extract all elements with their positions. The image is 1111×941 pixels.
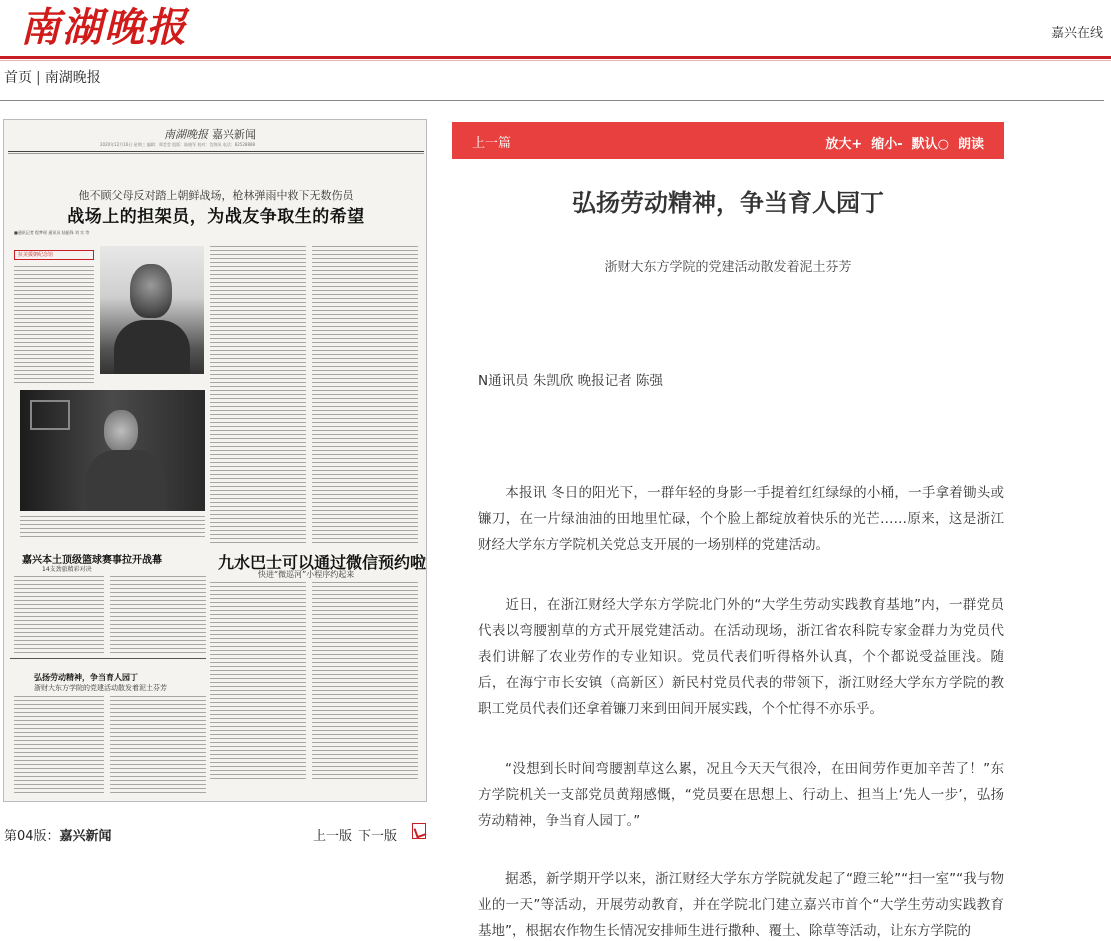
article-paragraph-text: 本报讯 冬日的阳光下，一群年轻的身影一手提着红红绿绿的小桶，一手拿着锄头或镰刀，在一片绿油油的田地里忙碌，个个脸上都绽放着快乐的光芒……原来，这是浙江财经大学东方学院机关党总支开展的一场别样的党建活动。 — [478, 485, 1004, 553]
article-byline: N通讯员 朱凯欣 晚报记者 陈强 — [478, 373, 663, 389]
prev-article-link[interactable]: 上一篇 — [472, 136, 512, 151]
next-page-link[interactable]: 下一版 — [358, 829, 398, 844]
site-logo[interactable] — [20, 2, 200, 54]
logo-text: 南湖晚报 — [20, 4, 188, 51]
paper-veteran-photo — [20, 390, 205, 511]
breadcrumb-home-link[interactable]: 首页 — [4, 70, 32, 86]
photo-wall-frame — [30, 400, 70, 430]
breadcrumb — [4, 67, 101, 87]
article-paragraph — [478, 480, 1004, 558]
paper-divider — [10, 658, 206, 659]
breadcrumb-current-link[interactable]: 南湖晚报 — [44, 70, 101, 86]
paper-text-column — [312, 582, 418, 782]
paper-text-column — [312, 246, 418, 546]
zoom-in-button[interactable]: 放大+ — [825, 137, 863, 152]
paper-lead-title[interactable]: 战场上的担架员，为战友争取生的希望 — [67, 207, 365, 227]
paper-text-column — [110, 576, 206, 654]
paper-text-column — [210, 246, 306, 546]
veteran-face — [104, 410, 138, 452]
article-title: 弘扬劳动精神，争当育人园丁 — [572, 189, 884, 217]
paper-text-column — [110, 696, 206, 796]
article-paragraph-text: 据悉，新学期开学以来，浙江财经大学东方学院就发起了“蹬三轮”“扫一室”“我与物业的一天”等活动，开展劳动教育，并在学院北门建立嘉兴市首个“大学生劳动实践教育基地”，根据农作物生长情况安排师生进行撒种、覆土、除草等活动，让东方学院的 — [478, 871, 1004, 939]
article-paragraph-text: 近日，在浙江财经大学东方学院北门外的“大学生劳动实践教育基地”内，一群党员代表以弯腰割草的方式开展党建活动。在活动现场，浙江省农科院专家金群力为党员代表们讲解了农业劳作的专业知识。党员代表们听得格外认真，个个都说受益匪浅。随后，在海宁市长安镇（高新区）新民村党员代表的带领下，浙江财经大学东方学院的教职工党员代表们还拿着镰刀来到田间开展实践，个个忙得不亦乐乎。 — [478, 597, 1004, 717]
paper-lead-byline: ■通讯记者 程梦瑶 通讯员 陆振锋 刘 实 等 — [14, 230, 90, 235]
paper-header-rule-2 — [8, 153, 424, 154]
paper-story2-sub: 14支劲旅精彩对决 — [42, 566, 92, 573]
paper-section: 嘉兴新闻 — [212, 128, 256, 141]
veteran-body — [86, 450, 166, 511]
paper-story2-title[interactable]: 嘉兴本土顶级篮球赛事拉开战幕 — [22, 555, 162, 566]
article-subtitle: 浙财大东方学院的党建活动散发着泥土芬芳 — [604, 260, 852, 275]
edition-name: 嘉兴新闻 — [59, 829, 112, 844]
paper-story3-sub: 快进“微巡河”小程序约起来 — [258, 570, 355, 579]
paper-text-column — [210, 582, 306, 782]
page-pager — [313, 825, 403, 844]
article-paragraph-text: “没想到长时间弯腰割草这么累，况且今天天气很冷，在田间劳作更加辛苦了！”东方学院机关一支部党员黄翔感慨，“党员要在思想上、行动上、担当上‘先人一步’，弘扬劳动精神，争当育人园丁。” — [478, 761, 1004, 829]
article-paragraph — [478, 866, 1004, 941]
breadcrumb-rule — [0, 100, 1104, 101]
paper-column-tag: 抗美援朝纪念馆 — [14, 250, 94, 260]
article-paragraph — [478, 592, 1004, 722]
paper-story4-sub: 浙财大东方学院的党建活动散发着泥土芬芳 — [34, 684, 167, 692]
read-aloud-button[interactable]: 朗读 — [957, 137, 984, 152]
reading-tools — [816, 133, 984, 152]
paper-text-column — [14, 266, 94, 384]
article-paragraph — [478, 756, 1004, 834]
header-red-rule — [0, 56, 1111, 59]
masthead — [0, 0, 1111, 58]
paper-text-column — [20, 516, 205, 540]
paper-lead-kicker[interactable]: 他不顾父母反对踏上朝鲜战场，枪林弹雨中救下无数伤员 — [78, 189, 354, 202]
paper-meta: 2020年12月16日 星期三 编辑：郑莹莹 组版：陆晓军 校对：沈锦凤 电话：82528888 — [100, 142, 256, 147]
paper-header — [4, 120, 427, 150]
reset-size-button[interactable]: 默认○ — [911, 137, 949, 152]
edition-number: 第04版： — [4, 829, 60, 844]
header-thin-rule — [0, 60, 1111, 61]
article-toolbar — [452, 122, 1004, 159]
portrait-face — [130, 264, 172, 318]
site-name-link[interactable]: 嘉兴在线 — [1050, 26, 1103, 41]
newspaper-page-image[interactable] — [3, 119, 427, 802]
pdf-icon[interactable] — [412, 823, 426, 839]
paper-story4-title[interactable]: 弘扬劳动精神，争当育人园丁 — [34, 673, 138, 682]
zoom-out-button[interactable]: 缩小- — [871, 137, 903, 152]
edition-label — [4, 825, 112, 844]
breadcrumb-separator: | — [36, 70, 41, 86]
portrait-body — [114, 320, 190, 374]
paper-masthead: 南湖晚报 — [164, 128, 208, 141]
paper-portrait-photo — [100, 246, 204, 374]
prev-page-link[interactable]: 上一版 — [313, 829, 353, 844]
paper-text-column — [14, 696, 104, 796]
paper-story3-title[interactable]: 九水巴士可以通过微信预约啦 — [218, 553, 427, 572]
paper-header-rule — [8, 151, 424, 152]
paper-text-column — [14, 576, 104, 654]
